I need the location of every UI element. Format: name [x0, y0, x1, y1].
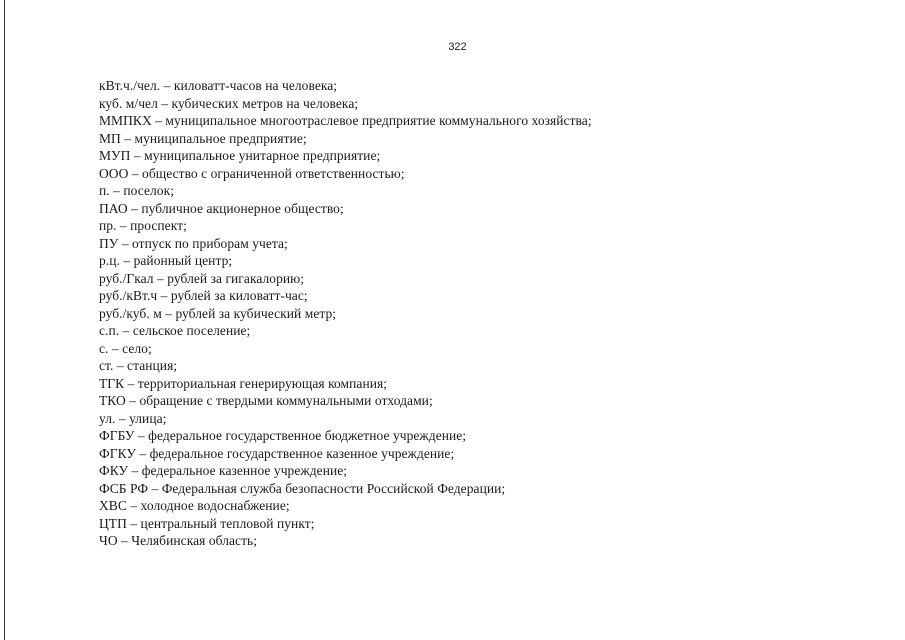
abbreviation-item: пр. – проспект;: [99, 218, 187, 233]
abbreviation-item: ХВС – холодное водоснабжение;: [99, 498, 290, 513]
abbreviation-item: ФГБУ – федеральное государственное бюджетное учреждение;: [99, 428, 467, 443]
abbreviation-item: п. – поселок;: [99, 183, 175, 198]
abbreviation-item: ТКО – обращение с твердыми коммунальными отходами;: [99, 393, 433, 408]
abbreviation-item: руб./Гкал – рублей за гигакалорию;: [99, 270, 305, 286]
abbreviation-item: с.п. – сельское поселение;: [99, 323, 251, 338]
abbreviation-item: ТГК – территориальная генерирующая компания;: [99, 375, 388, 391]
abbreviation-item: ФГКУ – федеральное государственное казенное учреждение;: [99, 445, 455, 461]
abbreviation-item: ст. – станция;: [99, 358, 178, 373]
abbreviation-list: [99, 77, 592, 550]
abbreviation-item: ЧО – Челябинская область;: [99, 533, 258, 548]
abbreviation-item: ООО – общество с ограниченной ответственностью;: [99, 165, 405, 181]
abbreviation-item: ПАО – публичное акционерное общество;: [99, 200, 344, 216]
abbreviation-item: кВт.ч./чел. – киловатт-часов на человека;: [99, 78, 338, 93]
abbreviation-item: МУП – муниципальное унитарное предприятие;: [99, 148, 381, 163]
abbreviation-item: ЦТП – центральный тепловой пункт;: [99, 515, 315, 531]
abbreviation-item: руб./кВт.ч – рублей за киловатт-час;: [99, 288, 308, 303]
abbreviation-item: ФКУ – федеральное казенное учреждение;: [99, 463, 348, 478]
abbreviation-item: ПУ – отпуск по приборам учета;: [99, 235, 288, 251]
abbreviation-item: куб. м/чел – кубических метров на человека;: [99, 95, 359, 111]
page-number: 322: [448, 41, 467, 53]
abbreviation-item: с. – село;: [99, 340, 152, 356]
page-edge-line: [4, 0, 5, 640]
abbreviation-item: ул. – улица;: [99, 410, 167, 426]
abbreviation-item: р.ц. – районный центр;: [99, 253, 233, 268]
abbreviation-item: МП – муниципальное предприятие;: [99, 130, 307, 146]
abbreviation-item: ММПКХ – муниципальное многоотраслевое предприятие коммунального хозяйства;: [99, 113, 592, 128]
abbreviation-item: ФСБ РФ – Федеральная служба безопасности Российской Федерации;: [99, 480, 506, 496]
abbreviation-item: руб./куб. м – рублей за кубический метр;: [99, 305, 337, 321]
